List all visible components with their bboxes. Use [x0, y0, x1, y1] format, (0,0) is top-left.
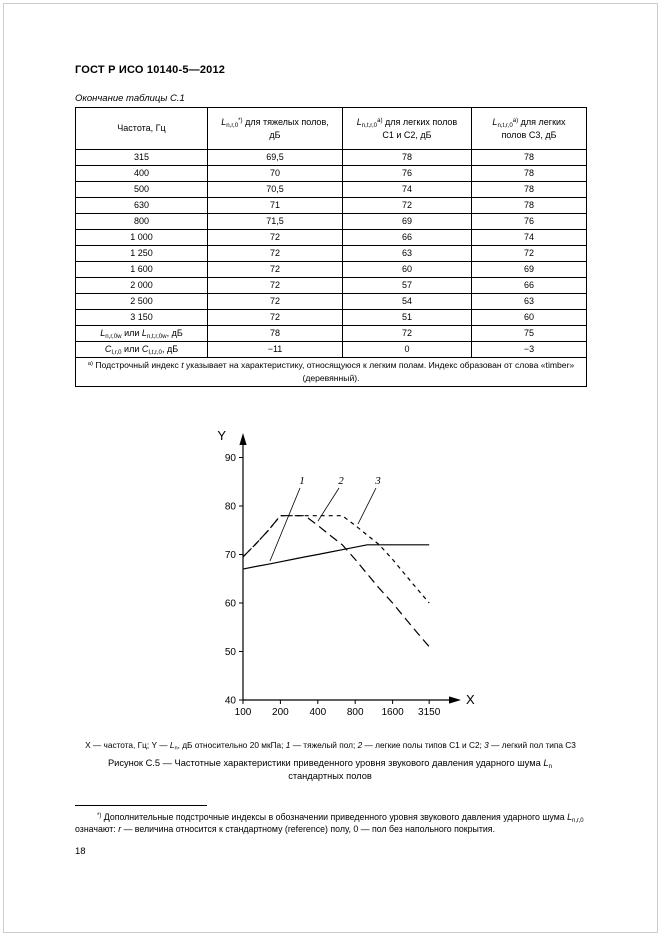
value-cell: 60	[472, 310, 587, 326]
frequency-cell: 2 000	[76, 278, 208, 294]
frequency-cell: 2 500	[76, 294, 208, 310]
value-cell: 70	[208, 166, 343, 182]
value-cell: 72	[472, 246, 587, 262]
frequency-cell: 1 250	[76, 246, 208, 262]
y-axis-arrow	[239, 433, 246, 445]
x-tick-label: 200	[272, 707, 289, 718]
table-row	[76, 166, 587, 182]
value-cell: 72	[208, 294, 343, 310]
value-cell: 57	[343, 278, 472, 294]
value-cell: 69,5	[208, 150, 343, 166]
frequency-cell: 3 150	[76, 310, 208, 326]
value-cell: 70,5	[208, 182, 343, 198]
footnote-text: *) Дополнительные подстрочные индексы в обозначении приведенного уровня звукового давления ударного шума $L_{n,r,0}$ означают: r — величина относится к стандартному (reference) полу, 0 — пол без напольного покрытия.	[75, 812, 584, 835]
value-cell: 0	[343, 342, 472, 358]
page-number: 18	[75, 846, 86, 857]
y-axis-letter: Y	[217, 428, 226, 443]
frequency-cell: 315	[76, 150, 208, 166]
chart-legend: X — частота, Гц; Y — $L_n$, дБ относительно 20 мкПа; 1 — тяжелый пол; 2 — легкие полы типов С1 и С2; 3 — легкий пол типа С3	[85, 740, 576, 752]
table-row	[76, 150, 587, 166]
value-cell: 74	[343, 182, 472, 198]
value-cell: 66	[472, 278, 587, 294]
value-cell: 78	[208, 326, 343, 342]
value-cell: 72	[208, 310, 343, 326]
frequency-cell: 400	[76, 166, 208, 182]
frequency-cell: 1 000	[76, 230, 208, 246]
y-tick-label: 80	[224, 501, 236, 513]
curve-label-2: 2	[338, 475, 344, 487]
figure-caption: Рисунок С.5 — Частотные характеристики приведенного уровня звукового давления ударного шума $L_n$ стандартных полов	[107, 758, 553, 782]
document-title: ГОСТ Р ИСО 10140-5—2012	[75, 64, 226, 76]
table-c1	[75, 107, 587, 387]
value-cell: 71	[208, 198, 343, 214]
value-cell: 78	[472, 182, 587, 198]
curve-label-3: 3	[375, 475, 381, 487]
frequency-cell: 500	[76, 182, 208, 198]
value-cell: 51	[343, 310, 472, 326]
frequency-cell: 800	[76, 214, 208, 230]
x-axis-arrow	[449, 696, 461, 703]
value-cell: 78	[343, 150, 472, 166]
y-tick-label: 70	[224, 550, 236, 561]
curve-label-leader-3	[358, 488, 376, 524]
table-caption: Окончание таблицы С.1	[75, 93, 185, 104]
curve-label-leader-2	[318, 488, 339, 521]
value-cell: −3	[472, 342, 587, 358]
value-cell: 71,5	[208, 214, 343, 230]
value-cell: 72	[343, 326, 472, 342]
value-cell: 69	[343, 214, 472, 230]
curve-2	[243, 516, 429, 647]
value-cell: 78	[472, 198, 587, 214]
value-cell: 75	[472, 326, 587, 342]
value-cell: 69	[472, 262, 587, 278]
value-cell: 78	[472, 166, 587, 182]
y-tick-label: 50	[224, 647, 236, 658]
x-tick-label: 400	[309, 707, 327, 718]
table-row	[76, 310, 587, 326]
value-cell: 54	[343, 294, 472, 310]
table-row	[76, 294, 587, 310]
summary-row	[76, 326, 587, 342]
value-cell: 78	[472, 150, 587, 166]
value-cell: 72	[208, 278, 343, 294]
x-tick-label: 100	[234, 707, 252, 718]
value-cell: 72	[208, 262, 343, 278]
summary-label-cell: $L_{n,r,0w}$ или $L_{n,t,r,0w}$, дБ	[76, 326, 208, 342]
curve-label-1: 1	[299, 475, 305, 487]
header-light-floors-c3: $L_{n,t,r,0}^{а)}$ для легких полов С3, дБ	[472, 108, 587, 150]
curve-label-leader-1	[270, 488, 300, 561]
table-row	[76, 182, 587, 198]
x-tick-label: 1600	[381, 707, 404, 718]
frequency-cell: 1 600	[76, 262, 208, 278]
chart-svg	[198, 420, 490, 738]
table-header-row	[76, 108, 587, 150]
table-footnote-row	[76, 358, 587, 387]
footnote-rule	[75, 805, 207, 806]
value-cell: 76	[472, 214, 587, 230]
x-axis-letter: X	[466, 692, 475, 707]
table-row	[76, 246, 587, 262]
table-row	[76, 230, 587, 246]
table-row	[76, 198, 587, 214]
x-tick-label: 3150	[418, 707, 441, 718]
y-tick-label: 40	[224, 695, 236, 707]
summary-label-cell: $C_{I,r,0}$ или $C_{I,t,r,0}$, дБ	[76, 342, 208, 358]
page-footnote	[75, 805, 586, 836]
value-cell: 60	[343, 262, 472, 278]
header-light-floors-c1-c2: $L_{n,t,r,0}^{а)}$ для легких полов С1 и С2, дБ	[343, 108, 472, 150]
figure-chart	[198, 420, 490, 738]
table-footnote-cell: $^{а)}$ Подстрочный индекс t указывает на характеристику, относящуюся к легким полам. Индекс образован от слова «timber» (деревянный).	[76, 358, 587, 387]
value-cell: 66	[343, 230, 472, 246]
value-cell: −11	[208, 342, 343, 358]
value-cell: 63	[343, 246, 472, 262]
value-cell: 72	[208, 230, 343, 246]
value-cell: 63	[472, 294, 587, 310]
y-tick-label: 60	[224, 598, 236, 610]
frequency-cell: 630	[76, 198, 208, 214]
table-row	[76, 262, 587, 278]
x-tick-label: 800	[346, 707, 364, 718]
value-cell: 74	[472, 230, 587, 246]
table-row	[76, 278, 587, 294]
curve-1	[243, 545, 429, 569]
y-tick-label: 90	[224, 453, 236, 464]
value-cell: 72	[208, 246, 343, 262]
value-cell: 72	[343, 198, 472, 214]
header-heavy-floors: $L_{n,r,0}^{*)}$ для тяжелых полов, дБ	[208, 108, 343, 150]
header-frequency: Частота, Гц	[76, 108, 208, 150]
summary-row	[76, 342, 587, 358]
table-row	[76, 214, 587, 230]
value-cell: 76	[343, 166, 472, 182]
